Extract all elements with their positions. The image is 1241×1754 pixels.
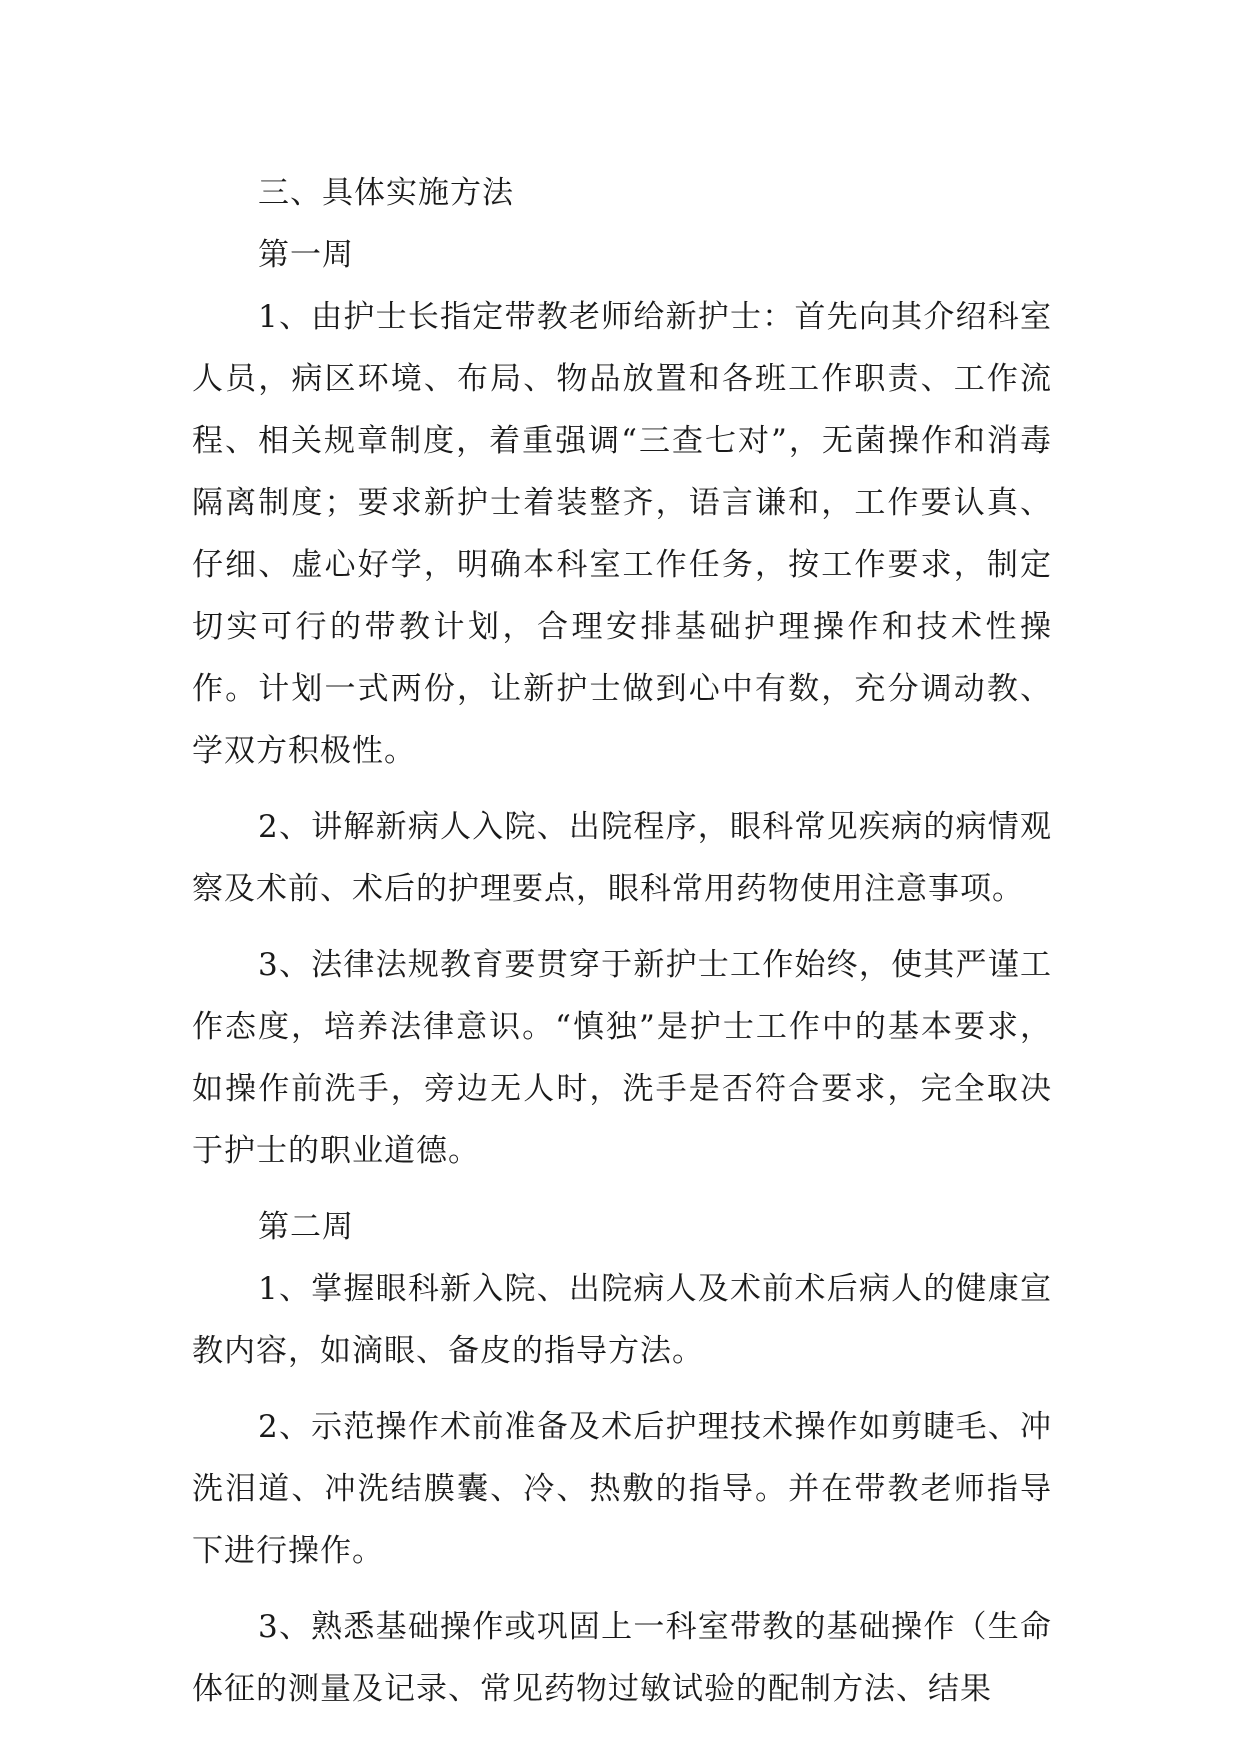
document-body [192,162,1052,1734]
week-two-item-2: 2、示范操作术前准备及术后护理技术操作如剪睫毛、冲洗泪道、冲洗结膜囊、冷、热敷的指导。并在带教老师指导下进行操作。 [192,1409,1052,1569]
week-one-item-2: 2、讲解新病人入院、出院程序，眼科常见疾病的病情观察及术前、术后的护理要点，眼科常用药物使用注意事项。 [192,809,1052,907]
week-two-item-1: 1、掌握眼科新入院、出院病人及术前术后病人的健康宣教内容，如滴眼、备皮的指导方法。 [192,1271,1052,1369]
week-one-label: 第一周 [258,237,354,273]
week-two-item-3: 3、熟悉基础操作或巩固上一科室带教的基础操作（生命体征的测量及记录、常见药物过敏试验的配制方法、结果 [192,1609,1052,1707]
week-one-item-1: 1、由护士长指定带教老师给新护士：首先向其介绍科室人员，病区环境、布局、物品放置和各班工作职责、工作流程、相关规章制度，着重强调“三查七对”，无菌操作和消毒隔离制度；要求新护士着装整齐，语言谦和，工作要认真、仔细、虚心好学，明确本科室工作任务，按工作要求，制定切实可行的带教计划，合理安排基础护理操作和技术性操作。计划一式两份，让新护士做到心中有数，充分调动教、学双方积极性。 [192,299,1052,769]
week-one-item-3: 3、法律法规教育要贯穿于新护士工作始终，使其严谨工作态度，培养法律意识。“慎独”是护士工作中的基本要求，如操作前洗手，旁边无人时，洗手是否符合要求，完全取决于护士的职业道德。 [192,947,1052,1169]
section-heading: 三、具体实施方法 [258,175,514,211]
week-two-label: 第二周 [258,1209,354,1245]
